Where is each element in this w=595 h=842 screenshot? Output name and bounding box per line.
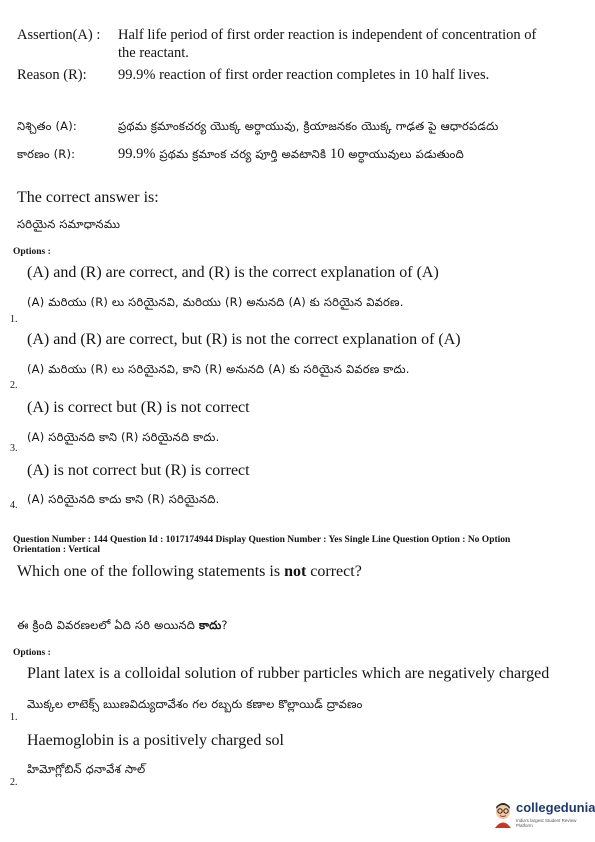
q2-question-te-suffix: ?	[221, 618, 228, 632]
options-label-2: Options :	[13, 648, 51, 658]
assertion-te-label: నిశ్చితం (A):	[17, 119, 77, 133]
options-label-1: Options :	[13, 247, 51, 257]
reason-te-mid: ప్రథమ క్రమాంక చర్య పూర్తి అవటానికి	[155, 147, 330, 161]
q1-option-4-te: (A) సరియైనది కాదు కాని (R) సరియైనది.	[27, 492, 220, 506]
logo-tagline: India's largest Student Review Platform	[516, 818, 577, 828]
reason-te-label: కారణం (R):	[17, 147, 76, 161]
q2-header-line2: Orientation : Vertical	[13, 545, 101, 555]
assertion-text-line2: the reactant.	[118, 45, 189, 61]
q2-question-te	[17, 618, 228, 635]
q2-option-2-en: Haemoglobin is a positively charged sol	[27, 732, 284, 749]
q1-option-3-te: (A) సరియైనది కాని (R) సరియైనది కాదు.	[27, 430, 220, 444]
q1-option-2-te: (A) మరియు (R) లు సరియైనవి, కాని (R) అనునది (A) కు సరియైన వివరణ కాదు.	[27, 362, 410, 376]
assertion-text-line1: Half life period of first order reaction is independent of concentration of	[118, 27, 537, 43]
q2-question-te-prefix: ఈ క్రింది వివరణలలో ఏది సరి అయినది	[17, 618, 199, 632]
assertion-label: Assertion(A) :	[17, 27, 101, 43]
assertion-te-text: ప్రథమ క్రమాంకచర్య యొక్క అర్ధాయువు, క్రియాజనకం యొక్క గాఢత పై ఆధారపడదు	[118, 119, 499, 133]
correct-answer-te: సరియైన సమాధానము	[17, 217, 121, 231]
q2-option-2-te: హిమోగ్లోబిన్ ధనావేశ సాల్	[27, 762, 146, 776]
q1-option-1-en: (A) and (R) are correct, and (R) is the correct explanation of (A)	[27, 264, 439, 281]
logo-name: collegedunia	[516, 800, 595, 815]
q2-question-en	[17, 563, 362, 581]
reason-text: 99.9% reaction of first order reaction completes in 10 half lives.	[118, 67, 490, 83]
q2-header-line1: Question Number : 144 Question Id : 1017174944 Display Question Number : Yes Single Line Question Option : No Option	[13, 535, 511, 545]
q2-option-1-number: 1.	[10, 712, 18, 723]
reason-te-suffix: అర్ధాయువులు పడుతుంది	[344, 147, 464, 161]
q1-option-2-en: (A) and (R) are correct, but (R) is not the correct explanation of (A)	[27, 331, 461, 348]
q1-option-4-number: 4.	[10, 500, 18, 511]
q1-option-4-en: (A) is not correct but (R) is correct	[27, 462, 250, 479]
q2-question-en-bold: not	[284, 563, 307, 580]
q1-option-3-number: 3.	[10, 443, 18, 454]
q2-question-te-bold: కాదు	[198, 618, 222, 632]
q1-option-1-te: (A) మరియు (R) లు సరియైనవి, మరియు (R) అనునది (A) కు సరియైన వివరణ.	[27, 295, 404, 309]
q2-option-1-en: Plant latex is a colloidal solution of rubber particles which are negatively charged	[27, 665, 550, 682]
reason-te-percent: 99.9%	[118, 146, 156, 162]
reason-label: Reason (R):	[17, 67, 87, 83]
q1-option-3-en: (A) is correct but (R) is not correct	[27, 399, 250, 416]
collegedunia-logo	[492, 796, 595, 834]
q1-option-2-number: 2.	[10, 380, 18, 391]
reason-te-text	[118, 145, 464, 164]
q2-option-1-te: మొక్కల లాటెక్స్ ఋణవిద్యుదావేశం గల రబ్బరు కణాల కొల్లాయిడ్ ద్రావణం	[27, 697, 363, 711]
q1-option-1-number: 1.	[10, 314, 18, 325]
q2-question-en-suffix: correct?	[306, 563, 362, 580]
correct-answer-en: The correct answer is:	[17, 189, 159, 206]
q2-option-2-number: 2.	[10, 777, 18, 788]
mascot-icon	[492, 798, 514, 828]
q2-question-en-prefix: Which one of the following statements is	[17, 563, 285, 580]
reason-te-number: 10	[330, 146, 345, 162]
